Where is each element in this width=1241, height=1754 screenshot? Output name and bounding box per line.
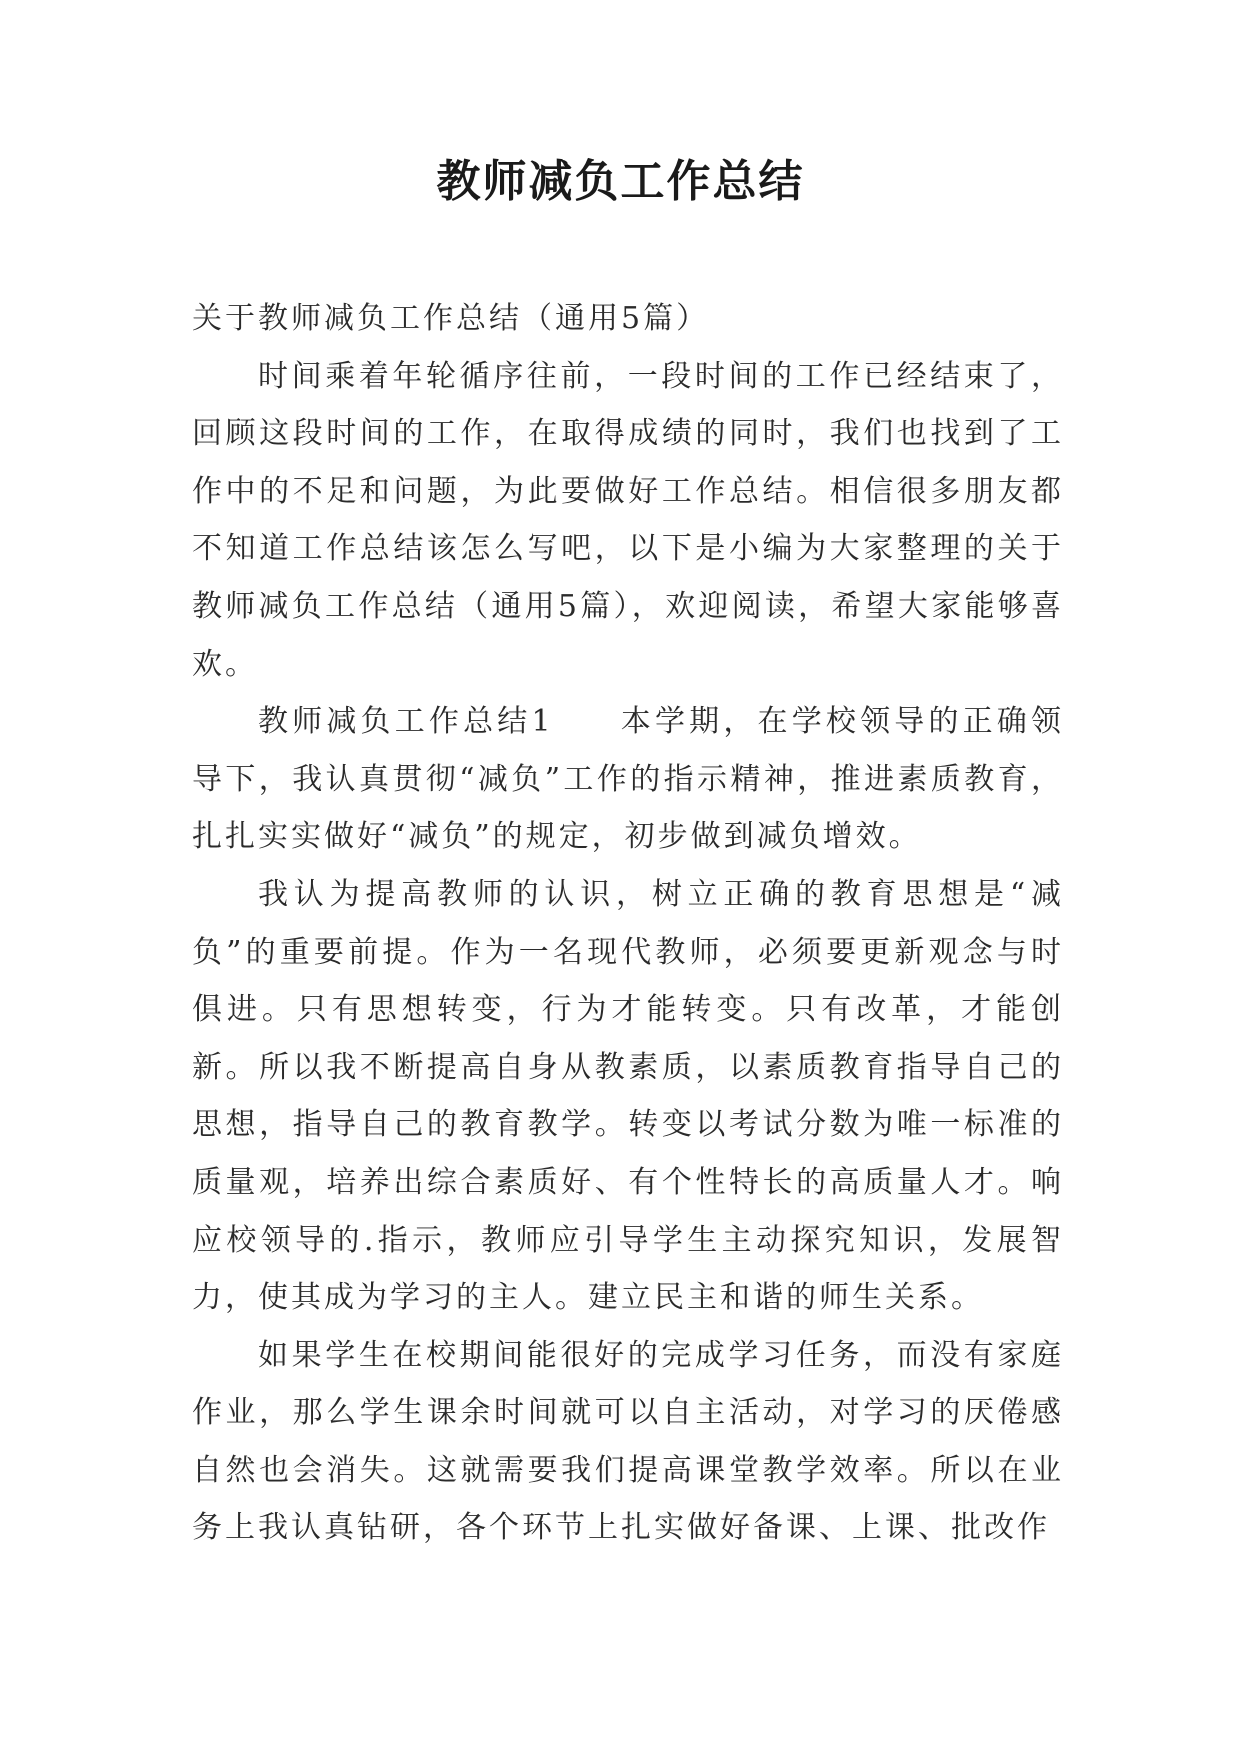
document-body bbox=[192, 290, 1064, 1557]
body-paragraph: 如果学生在校期间能很好的完成学习任务，而没有家庭作业，那么学生课余时间就可以自主活动，对学习的厌倦感自然也会消失。这就需要我们提高课堂教学效率。所以在业务上我认真钻研，各个环节上扎实做好备课、上课、批改作 bbox=[192, 1337, 1064, 1546]
body-paragraph: 我认为提高教师的认识，树立正确的教育思想是“减负”的重要前提。作为一名现代教师，必须要更新观念与时俱进。只有思想转变，行为才能转变。只有改革，才能创新。所以我不断提高自身从教素质，以素质教育指导自己的思想，指导自己的教育教学。转变以考试分数为唯一标准的质量观，培养出综合素质好、有个性特长的高质量人才。响应校领导的.指示，教师应引导学生主动探究知识，发展智力，使其成为学习的主人。建立民主和谐的师生关系。 bbox=[192, 876, 1064, 1316]
document-title: 教师减负工作总结 bbox=[436, 156, 805, 207]
intro-paragraph: 时间乘着年轮循序往前，一段时间的工作已经结束了，回顾这段时间的工作，在取得成绩的同时，我们也找到了工作中的不足和问题，为此要做好工作总结。相信很多朋友都不知道工作总结该怎么写吧，以下是小编为大家整理的关于教师减负工作总结（通用5篇），欢迎阅读，希望大家能够喜欢。 bbox=[192, 358, 1064, 682]
section-1-heading: 教师减负工作总结1 bbox=[258, 704, 554, 740]
document-subtitle: 关于教师减负工作总结（通用5篇） bbox=[192, 301, 710, 336]
section-1-lead: 本学期，在学校领导的正确领导下，我认真贯彻“减负”工作的指示精神，推进素质教育，扎扎实实做好“减负”的规定，初步做到减负增效。 bbox=[192, 704, 1064, 855]
section-1-paragraph bbox=[192, 693, 1064, 866]
